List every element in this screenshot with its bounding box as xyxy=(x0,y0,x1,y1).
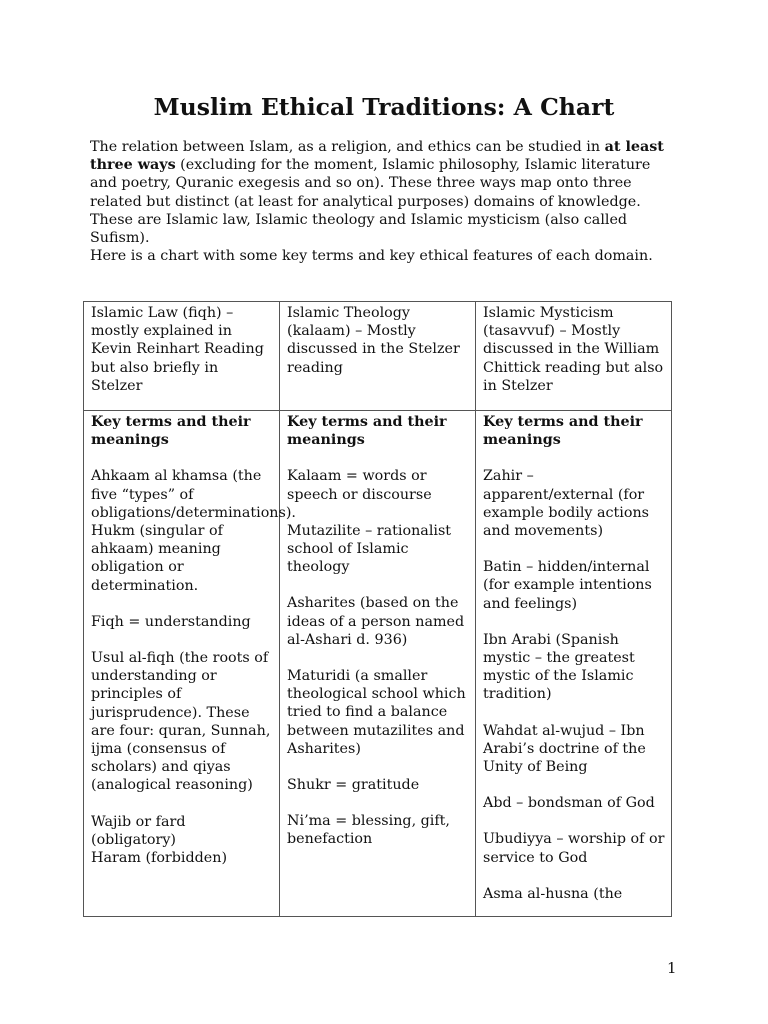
term-zahir: Zahir – apparent/external (for example bodily actions and movements) xyxy=(483,468,650,540)
term-maturidi: Maturidi (a smaller theological school which tried to find a balance between mutazilites and Asharites) xyxy=(287,668,466,757)
column-cell-law xyxy=(84,411,296,917)
intro-text xyxy=(90,138,680,265)
column-header-theology: Islamic Theology (kalaam) – Mostly discussed in the Stelzer reading xyxy=(280,302,476,411)
table-header-row xyxy=(84,302,672,411)
term-nima: Ni’ma = blessing, gift, benefaction xyxy=(287,813,450,848)
page-number: 1 xyxy=(667,959,677,977)
intro-paragraph-2: Here is a chart with some key terms and key ethical features of each domain. xyxy=(90,248,653,265)
term-usul-al-fiqh: Usul al-fiqh (the roots of understanding or principles of jurisprudence). These are four: quran, Sunnah, ijma (consensus of scholars) and qiyas (analogical reasoning) xyxy=(91,650,271,794)
term-ubudiyya: Ubudiyya – worship of or service to God xyxy=(483,831,665,866)
intro-text-part: (excluding for the moment, Islamic philosophy, Islamic literature and poetry, Quranic exegesis and so on). These three ways map onto three related but distinct (at least for analytical purposes) domains of knowledge. These are Islamic law, Islamic theology and Islamic mysticism (also called Sufism). xyxy=(90,157,651,247)
intro-text-part: The relation between Islam, as a religion, and ethics can be studied in xyxy=(90,139,605,155)
column-header-mysticism: Islamic Mysticism (tasavvuf) – Mostly discussed in the William Chittick reading but also in Stelzer xyxy=(476,302,672,411)
ethics-chart-table xyxy=(83,301,672,917)
term-kalaam: Kalaam = words or speech or discourse xyxy=(287,468,432,503)
page-title: Muslim Ethical Traditions: A Chart xyxy=(153,93,615,121)
term-fiqh: Fiqh = understanding xyxy=(91,613,251,630)
key-terms-heading: Key terms and their meanings xyxy=(483,414,643,449)
key-terms-heading: Key terms and their meanings xyxy=(287,414,447,449)
key-terms-heading: Key terms and their meanings xyxy=(91,414,251,449)
term-haram: Haram (forbidden) xyxy=(91,850,228,867)
term-ibn-arabi: Ibn Arabi (Spanish mystic – the greatest mystic of the Islamic tradition) xyxy=(483,631,635,703)
column-header-law: Islamic Law (fiqh) – mostly explained in Kevin Reinhart Reading but also briefly in Stelzer xyxy=(84,302,280,411)
table-row xyxy=(84,411,672,917)
term-asharites: Asharites (based on the ideas of a person named al-Ashari d. 936) xyxy=(287,595,465,648)
term-shukr: Shukr = gratitude xyxy=(287,777,420,794)
term-hukm: Hukm (singular of ahkaam) meaning obligation or determination. xyxy=(91,523,223,594)
intro-paragraph-1 xyxy=(90,138,680,247)
term-wahdat-al-wujud: Wahdat al-wujud – Ibn Arabi’s doctrine of the Unity of Being xyxy=(483,722,646,776)
term-wajib: Wajib or fard (obligatory) xyxy=(91,813,186,848)
term-batin: Batin – hidden/internal (for example intentions and feelings) xyxy=(483,559,652,612)
column-cell-theology xyxy=(280,411,476,917)
column-cell-mysticism xyxy=(476,411,672,917)
term-ahkaam: Ahkaam al khamsa (the five “types” of obligations/determinations). xyxy=(91,468,296,521)
term-abd: Abd – bondsman of God xyxy=(483,795,655,812)
term-mutazilite: Mutazilite – rationalist school of Islamic theology xyxy=(287,522,452,576)
intro-emphasis: at least three ways xyxy=(90,139,664,174)
term-asma-al-husna: Asma al-husna (the xyxy=(483,885,623,902)
